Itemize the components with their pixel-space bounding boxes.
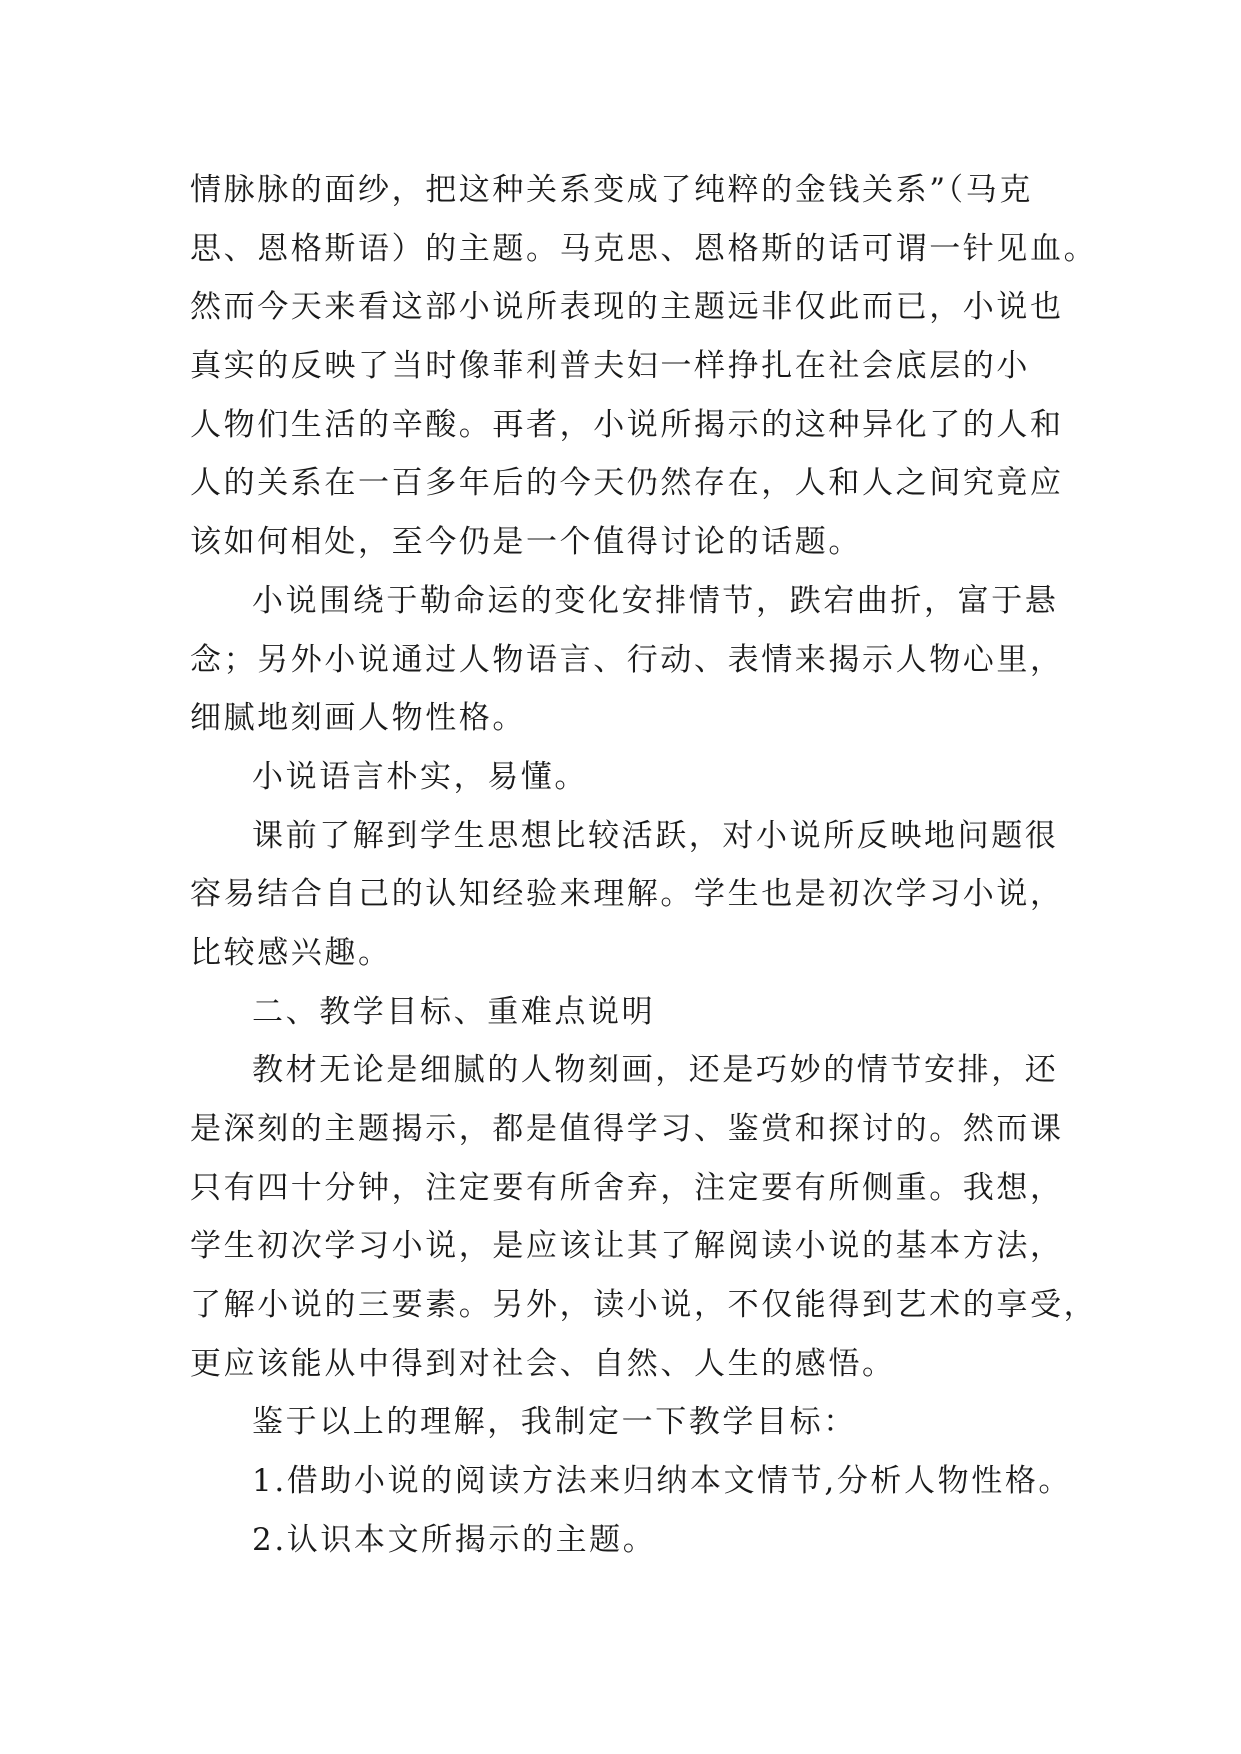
text-line: 更应该能从中得到对社会、自然、人生的感悟。 <box>190 1345 896 1382</box>
text-line: 人物们生活的辛酸。再者，小说所揭示的这种异化了的人和 <box>190 406 1064 443</box>
text-line: 容易结合自己的认知经验来理解。学生也是初次学习小说， <box>190 876 1064 913</box>
document-body <box>190 161 1098 1570</box>
paragraph-start-line: 小说围绕于勒命运的变化安排情节，跌宕曲折，富于悬 <box>252 582 1059 619</box>
text-line: 比较感兴趣。 <box>190 934 392 971</box>
text-line: 然而今天来看这部小说所表现的主题远非仅此而已，小说也 <box>190 289 1064 326</box>
paragraph-start-line: 课前了解到学生思想比较活跃，对小说所反映地问题很 <box>252 817 1059 854</box>
text-line: 真实的反映了当时像菲利普夫妇一样挣扎在社会底层的小 <box>190 348 1030 385</box>
text-line: 学生初次学习小说，是应该让其了解阅读小说的基本方法， <box>190 1228 1064 1265</box>
text-line: 人的关系在一百多年后的今天仍然存在，人和人之间究竟应 <box>190 465 1064 502</box>
list-item: 2.认识本文所揭示的主题。 <box>252 1521 657 1558</box>
text-line: 了解小说的三要素。另外，读小说，不仅能得到艺术的享受， <box>190 1287 1098 1324</box>
text-line: 细腻地刻画人物性格。 <box>190 700 526 737</box>
paragraph-start-line: 小说语言朴实，易懂。 <box>252 758 588 795</box>
text-line: 情脉脉的面纱，把这种关系变成了纯粹的金钱关系”（马克 <box>190 172 1033 208</box>
text-line: 念；另外小说通过人物语言、行动、表情来揭示人物心里， <box>190 641 1064 678</box>
text-line: 思、恩格斯语）的主题。马克思、恩格斯的话可谓一针见血。 <box>190 230 1098 267</box>
text-line: 是深刻的主题揭示，都是值得学习、鉴赏和探讨的。然而课 <box>190 1111 1064 1147</box>
paragraph-start-line: 鉴于以上的理解，我制定一下教学目标： <box>252 1404 857 1441</box>
text-line: 只有四十分钟，注定要有所舍弃，注定要有所侧重。我想， <box>190 1169 1064 1206</box>
text-line: 该如何相处，至今仍是一个值得讨论的话题。 <box>190 524 862 561</box>
paragraph-start-line: 教材无论是细腻的人物刻画，还是巧妙的情节安排，还 <box>252 1052 1059 1089</box>
section-heading: 二、教学目标、重难点说明 <box>252 993 656 1030</box>
list-item: 1.借助小说的阅读方法来归纳本文情节,分析人物性格。 <box>252 1463 1073 1500</box>
